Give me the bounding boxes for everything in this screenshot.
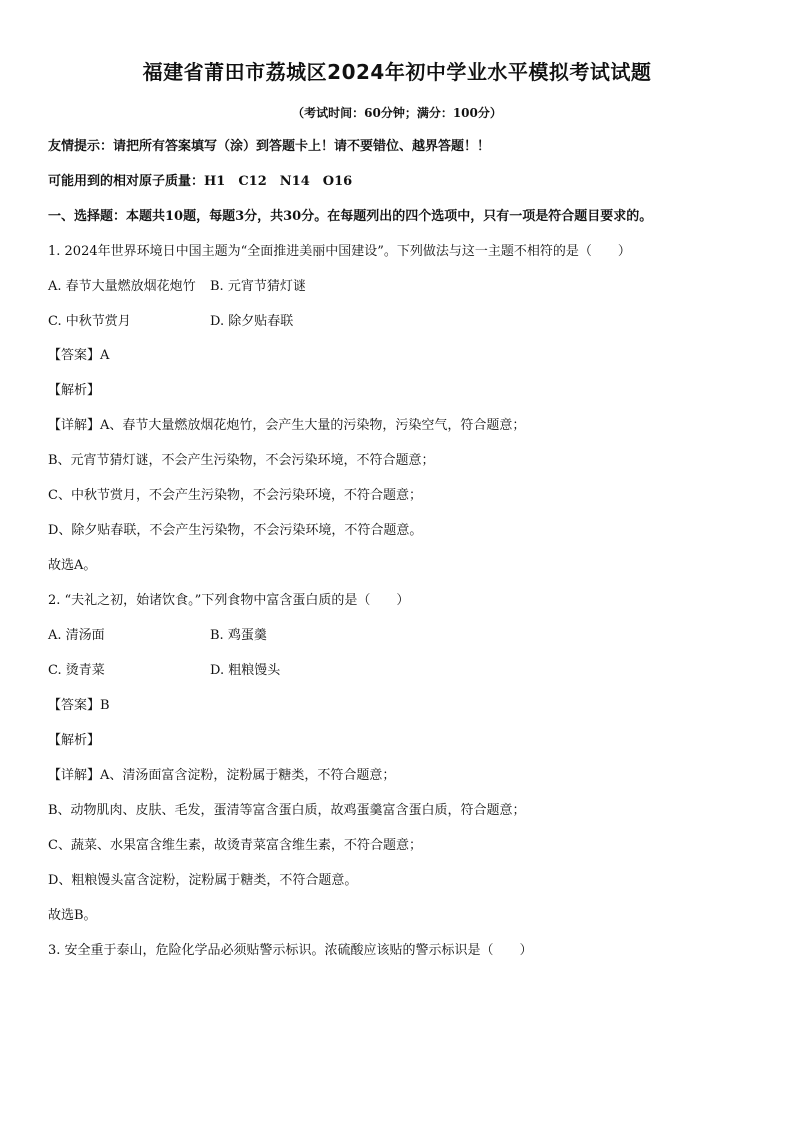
question-1-option-d: D. 除夕贴春联	[210, 314, 294, 329]
question-1-option-c: C. 中秋节赏月	[48, 314, 131, 329]
question-1-detail-2: B、元宵节猜灯谜，不会产生污染物，不会污染环境，不符合题意；	[48, 453, 435, 468]
question-2-analysis-label: 【解析】	[48, 733, 101, 748]
atomic-masses: 可能用到的相对原子质量：H1 C12 N14 O16	[48, 174, 353, 189]
section-heading: 一、选择题：本题共10题，每题3分，共30分。在每题列出的四个选项中，只有一项是符合题目要求的。	[48, 209, 653, 224]
question-2-option-d: D. 粗粮馒头	[210, 663, 281, 678]
question-1-conclusion: 故选A。	[48, 558, 97, 573]
exam-info: （考试时间：60分钟；满分：100分）	[292, 106, 502, 120]
question-1-option-a: A. 春节大量燃放烟花炮竹	[48, 279, 196, 294]
question-1-detail-4: D、除夕贴春联，不会产生污染物，不会污染环境，不符合题意。	[48, 523, 423, 538]
question-2-detail-1: 【详解】A、清汤面富含淀粉，淀粉属于糖类，不符合题意；	[48, 768, 396, 783]
friendly-tip: 友情提示：请把所有答案填写（涂）到答题卡上！请不要错位、越界答题！！	[48, 139, 491, 154]
question-1-option-b: B. 元宵节猜灯谜	[210, 279, 306, 294]
question-2-option-a: A. 清汤面	[48, 628, 105, 643]
question-2-detail-4: D、粗粮馒头富含淀粉，淀粉属于糖类，不符合题意。	[48, 873, 358, 888]
question-1-detail-3: C、中秋节赏月，不会产生污染物，不会污染环境，不符合题意；	[48, 488, 422, 503]
question-2-detail-2: B、动物肌肉、皮肤、毛发，蛋清等富含蛋白质，故鸡蛋羹富含蛋白质，符合题意；	[48, 803, 526, 818]
question-2-stem: 2. “夫礼之初，始诸饮食。”下列食物中富含蛋白质的是（ ）	[48, 593, 410, 608]
question-1-stem: 1. 2024年世界环境日中国主题为“全面推进美丽中国建设”。下列做法与这一主题不相符的是（ ）	[48, 244, 631, 259]
question-1-answer: 【答案】A	[48, 348, 110, 363]
question-3-stem: 3. 安全重于泰山，危险化学品必须贴警示标识。浓硫酸应该贴的警示标识是（ ）	[48, 943, 533, 958]
question-2-answer: 【答案】B	[48, 698, 110, 713]
question-1-analysis-label: 【解析】	[48, 383, 101, 398]
question-2-option-c: C. 烫青菜	[48, 663, 105, 678]
page-title: 福建省莆田市荔城区2024年初中学业水平模拟考试试题	[142, 60, 652, 84]
question-2-conclusion: 故选B。	[48, 908, 97, 923]
question-2-detail-3: C、蔬菜、水果富含维生素，故烫青菜富含维生素，不符合题意；	[48, 838, 422, 853]
question-2-option-b: B. 鸡蛋羹	[210, 628, 267, 643]
question-1-detail-1: 【详解】A、春节大量燃放烟花炮竹，会产生大量的污染物，污染空气，符合题意；	[48, 418, 526, 433]
